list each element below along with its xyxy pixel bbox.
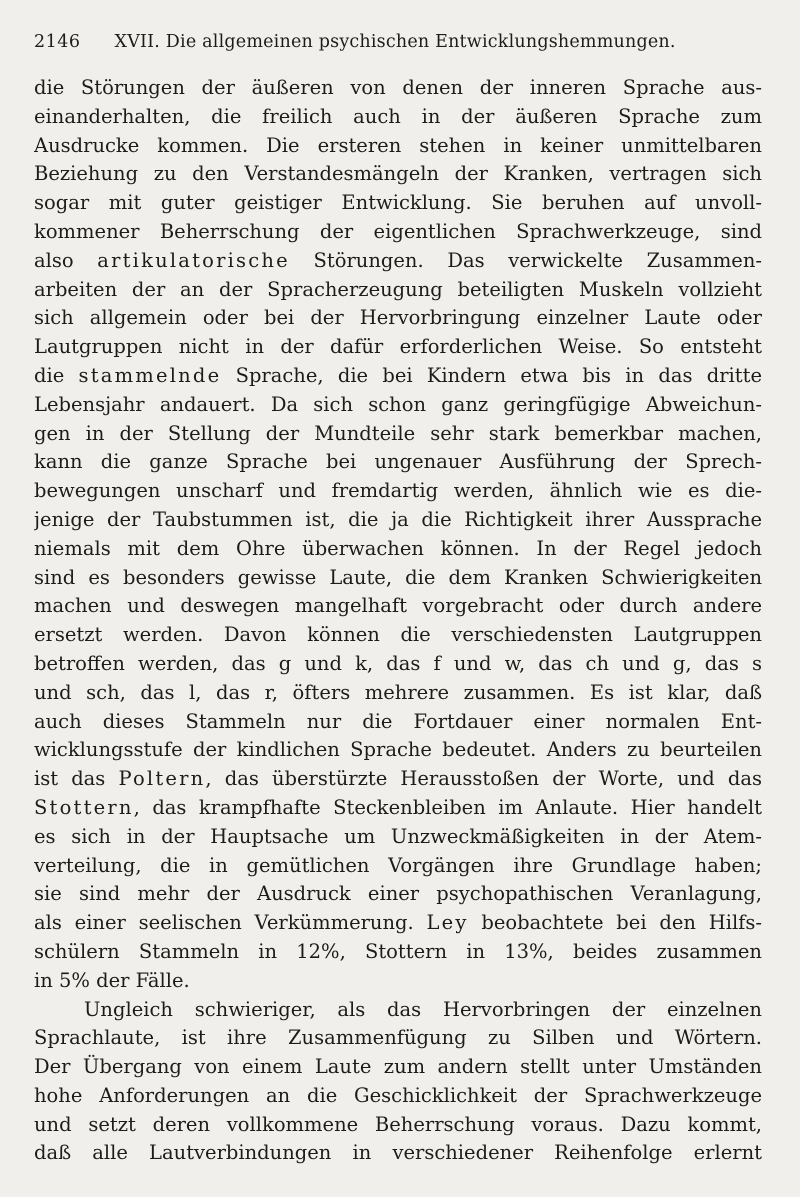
text-line: sind es besonders gewisse Laute, die dem Kranken Schwierigkeiten	[34, 565, 762, 589]
text-line: betroffen werden, das g und k, das f und w, das ch und g, das s	[34, 651, 762, 675]
text-line: und sch, das l, das r, öfters mehrere zusammen. Es ist klar, daß	[34, 680, 762, 704]
text-line: auch dieses Stammeln nur die Fortdauer einer normalen Ent-	[34, 709, 762, 733]
text-line: verteilung, die in gemütlichen Vorgängen ihre Grundlage haben;	[34, 853, 762, 877]
text-line: sich allgemein oder bei der Hervorbringung einzelner Laute oder	[34, 306, 762, 330]
running-header	[34, 32, 764, 52]
text-line: jenige der Taubstummen ist, die ja die Richtigkeit ihrer Aussprache	[34, 507, 762, 531]
text-line: daß alle Lautverbindungen in verschiedener Reihenfolge erlernt	[34, 1141, 762, 1165]
text-line	[34, 765, 762, 794]
line-segment: ist das	[34, 767, 119, 791]
text-line: gen in der Stellung der Mundteile sehr stark bemerkbar machen,	[34, 421, 762, 445]
text-line	[34, 362, 762, 391]
line-segment: Sprache, die bei Kindern etwa bis in das dritte	[221, 363, 762, 387]
text-line	[34, 794, 762, 823]
text-line: in 5% der Fälle.	[34, 968, 190, 992]
text-line: Lautgruppen nicht in der dafür erforderlichen Weise. So entsteht	[34, 335, 762, 359]
text-line: hohe Anforderungen an die Geschicklichkeit der Sprachwerkzeuge	[34, 1083, 762, 1107]
line-segment: Störungen. Das verwickelte Zusammen-	[289, 248, 762, 272]
text-line	[34, 909, 762, 938]
emphasized-term: artikulatorische	[97, 248, 290, 272]
line-segment: , das krampfhafte Steckenbleiben im Anlaute. Hier handelt	[133, 795, 762, 819]
text-line	[34, 247, 762, 276]
text-line: niemals mit dem Ohre überwachen können. In der Regel jedoch	[34, 536, 762, 560]
emphasized-term: Poltern	[118, 767, 206, 791]
text-line: arbeiten der an der Spracherzeugung beteiligten Muskeln vollzieht	[34, 277, 762, 301]
text-line: Der Übergang von einem Laute zum andern stellt unter Umständen	[34, 1055, 762, 1079]
text-line: und setzt deren vollkommene Beherrschung voraus. Dazu kommt,	[34, 1112, 762, 1136]
line-segment: , das überstürzte Herausstoßen der Worte, und das	[205, 767, 762, 791]
page-number: 2146	[34, 32, 81, 52]
body-text	[34, 74, 762, 1168]
text-line: schülern Stammeln in 12%, Stottern in 13%, beides zusammen	[34, 939, 762, 963]
text-line: machen und deswegen mangelhaft vorgebracht oder durch andere	[34, 594, 762, 618]
text-line: einanderhalten, die freilich auch in der äußeren Sprache zum	[34, 104, 762, 128]
text-line: Lebensjahr andauert. Da sich schon ganz geringfügige Abweichun-	[34, 392, 762, 416]
text-line: wicklungsstufe der kindlichen Sprache bedeutet. Anders zu beurteilen	[34, 738, 762, 762]
line-segment: als einer seelischen Verkümmerung.	[34, 911, 427, 935]
text-line: sie sind mehr der Ausdruck einer psychopathischen Veranlagung,	[34, 882, 762, 906]
text-line: bewegungen unscharf und fremdartig werden, ähnlich wie es die-	[34, 479, 762, 503]
running-title: XVII. Die allgemeinen psychischen Entwicklungshemmungen.	[114, 32, 676, 52]
line-segment: also	[34, 248, 98, 272]
emphasized-term: Stottern	[34, 795, 134, 819]
text-line: Ungleich schwieriger, als das Hervorbringen der einzelnen	[84, 997, 762, 1021]
text-line: sogar mit guter geistiger Entwicklung. Sie beruhen auf unvoll-	[34, 191, 762, 215]
emphasized-term: stammelnde	[78, 363, 222, 387]
line-segment: beobachtete bei den Hilfs-	[468, 911, 762, 935]
emphasized-term: Ley	[426, 911, 469, 935]
text-line: es sich in der Hauptsache um Unzweckmäßigkeiten in der Atem-	[34, 824, 762, 848]
text-line: die Störungen der äußeren von denen der inneren Sprache aus-	[34, 76, 762, 99]
line-segment: die	[34, 363, 79, 387]
text-line: Ausdrucke kommen. Die ersteren stehen in keiner unmittelbaren	[34, 133, 762, 157]
text-line: Beziehung zu den Verstandesmängeln der Kranken, vertragen sich	[34, 162, 762, 186]
text-line: Sprachlaute, ist ihre Zusammenfügung zu Silben und Wörtern.	[34, 1026, 762, 1050]
text-line: ersetzt werden. Davon können die verschiedensten Lautgruppen	[34, 623, 762, 647]
text-line: kann die ganze Sprache bei ungenauer Ausführung der Sprech-	[34, 450, 762, 474]
text-line: kommener Beherrschung der eigentlichen Sprachwerkzeuge, sind	[34, 219, 762, 243]
